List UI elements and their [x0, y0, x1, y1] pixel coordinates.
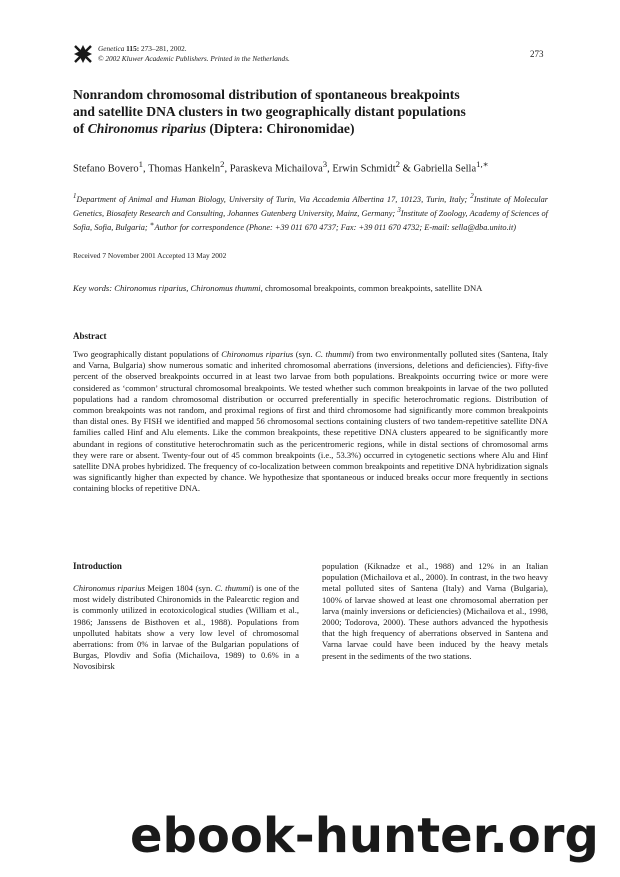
received-dates: Received 7 November 2001 Accepted 13 May 2002	[73, 251, 227, 260]
author-name: Thomas Hankeln	[148, 163, 221, 175]
publisher-logo-icon	[73, 44, 93, 64]
author-list: Stefano Bovero$^1$, Thomas Hankeln$^2$, Paraskeva Michailova$^3$, Erwin Schmidt$^2$ & Gabriella Sella$^{1,∗}$	[73, 159, 489, 175]
abstract-body: Two geographically distant populations of Chironomus riparius (syn. C. thummi) from two environmentally polluted sites (Santena, Italy and Varna, Bulgaria) show numerous somatic and inherited chromosomal aberrations (inversions, deletions and deficiencies). Fifty-five percent of the observed breakpoints occurred in at least two larvae from both populations. Breakpoints occurring twice or more were considered as ‘common’ structural chromosomal breakpoints. We tested whether such common breakpoints in larvae of the two polluted populations had a random chromosomal distribution or occurred preferentially in specific heterochromatic regions. Distribution of common breakpoints was not random, and proximal regions of first and third chromosome had significantly more common breakpoints than distal ones. By FISH we identified and mapped 56 chromosomal sections containing clusters of two tandem-repetitive satellite DNA families called Hinf and Alu elements. Like the common breakpoints, these repetitive DNA clusters appeared to be significantly more abundant in regions of constitutive heterochromatin such as the pericentromeric regions, while in distal sections of chromosomal arms they were rare or absent. Twenty-four out of 45 common breakpoints (i.e., 53.3%) occurred in cytogenetic sections where Alu and Hinf satellite DNA probes hybridized. The frequency of co-localization between common breakpoints and repetitive DNA hybridization signals was significantly higher than expected by chance. We hypothesize that spontaneous or induced breaks occur more frequently in sections containing blocks of repetitive DNA.	[73, 349, 548, 494]
copyright-line: © 2002 Kluwer Academic Publishers. Printed in the Netherlands.	[98, 54, 290, 63]
watermark-text: ebook-hunter.org	[130, 808, 599, 864]
keywords-label: Key words:	[73, 283, 113, 293]
introduction-column-right: population (Kiknadze et al., 1988) and 12% in an Italian population (Michailova et al., 2000). In contrast, in the two heavy metal polluted sites of Santena (Italy) and Varna (Bulgaria), 100% of larvae showed at least one chromosomal aberration per larva (mainly inversions or deficiencies) (Michailova et al., 1998, 2000; Todorova, 2000). These authors advanced the hypothesis that the high frequency of aberrations observed in Santena and Varna larvae could have been induced by the heavy metals present in the sediments of the two stations.	[322, 561, 548, 661]
author-name: Stefano Bovero	[73, 163, 139, 175]
keywords: Key words: Chironomus riparius, Chironomus thummi, chromosomal breakpoints, common breakpoints, satellite DNA	[73, 283, 483, 293]
journal-volume: 115:	[126, 44, 140, 53]
author-name: Erwin Schmidt	[332, 163, 396, 175]
journal-header	[98, 44, 290, 64]
journal-pages: 273–281, 2002.	[140, 44, 187, 53]
affiliations: $^1$Department of Animal and Human Biology, University of Turin, Via Accademia Albertina 17, 10123, Turin, Italy; $^2$Institute of Molecular Genetics, Biosafety Research and Consulting, Johannes Gutenberg University, Mainz, Germany; $^3$Institute of Zoology, Academy of Sciences of Sofia, Sofia, Bulgaria; ∗Author for correspondence (Phone: +39 011 670 4737; Fax: +39 011 670 4732; E-mail: sella@dba.unito.it)	[73, 193, 549, 232]
abstract-heading: Abstract	[73, 331, 107, 341]
introduction-heading: Introduction	[73, 561, 122, 571]
journal-name: Genetica	[98, 44, 125, 53]
article-title: Nonrandom chromosomal distribution of spontaneous breakpoints and satellite DNA clusters in two geographically distant populations of Chironomus riparius (Diptera: Chironomidae)	[73, 87, 466, 136]
page-number: 273	[530, 49, 544, 59]
introduction-column-left: Chironomus riparius Meigen 1804 (syn. C. thummi) is one of the most widely distributed Chironomids in the Palearctic region and is commonly utilized in ecotoxicological studies (William et al., 1986; Janssens de Bisthoven et al., 1988). Populations from unpolluted habitats show a very low level of chromosomal aberrations: from 0% in larvae of the Bulgarian populations of Burgas, Plovdiv and Sofia (Michailova, 1989) to 0.6% in a Novosibirsk	[73, 583, 299, 672]
author-name: Paraskeva Michailova	[229, 163, 323, 175]
author-name: Gabriella Sella	[413, 163, 477, 175]
